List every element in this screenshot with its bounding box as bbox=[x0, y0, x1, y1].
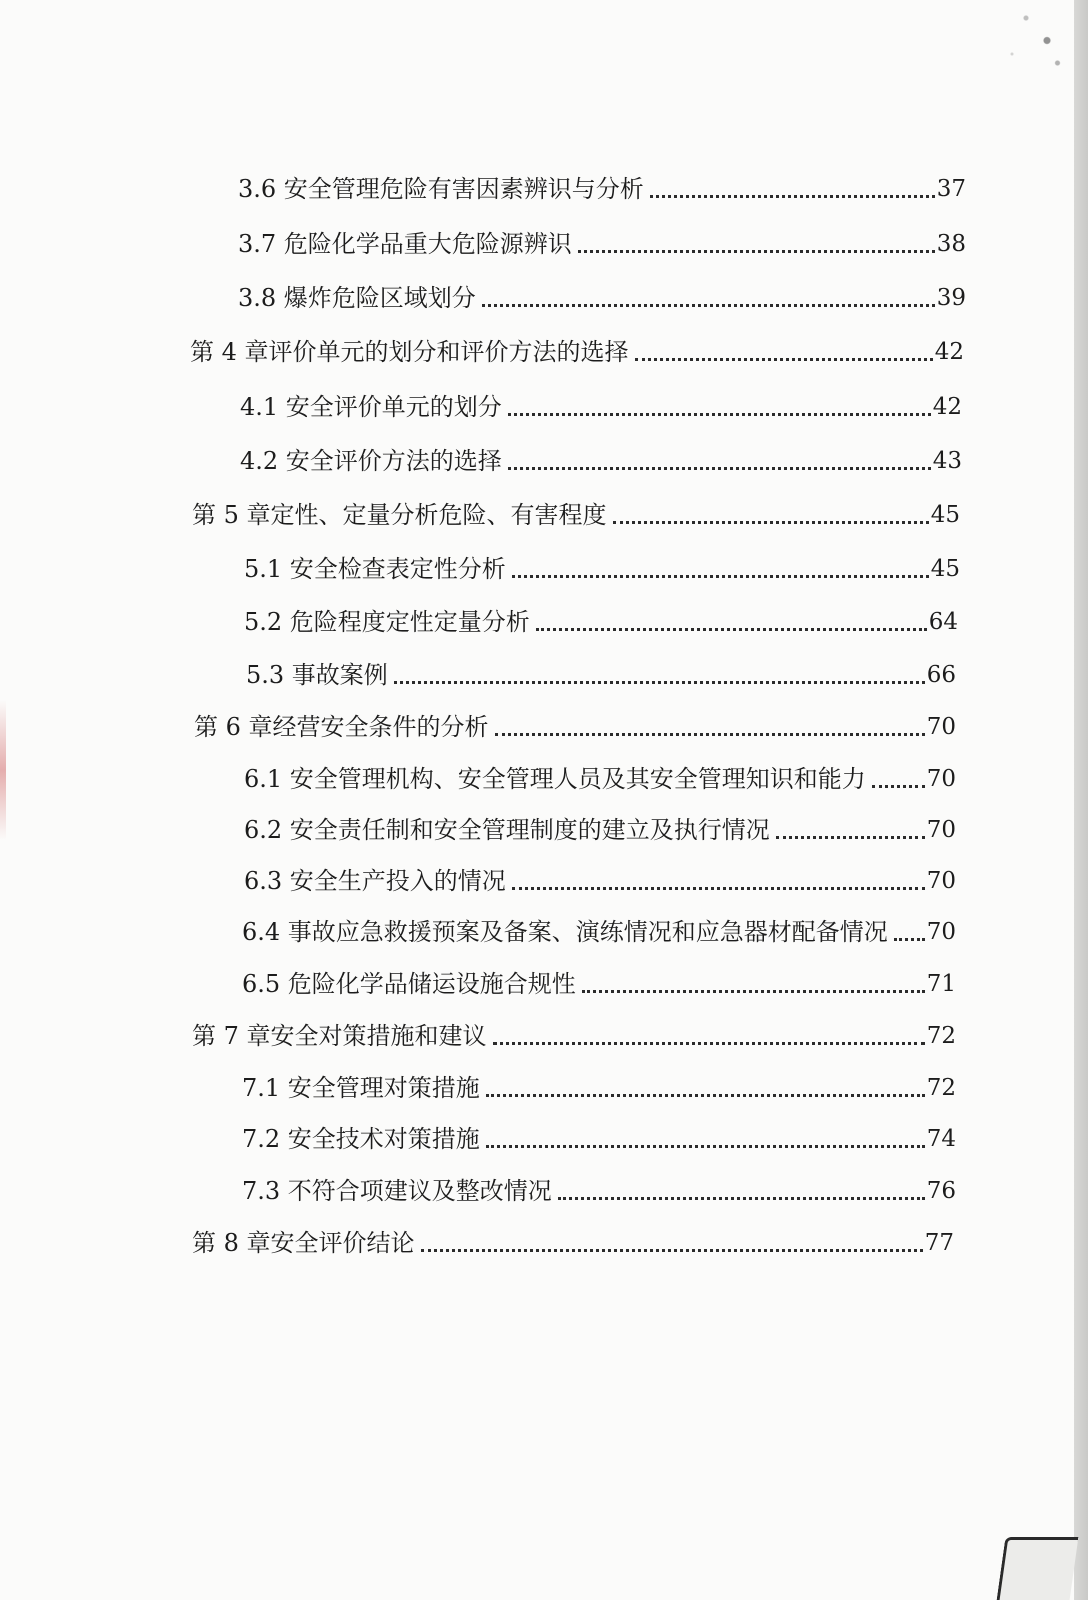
toc-entry-title: 6.4 事故应急救援预案及备案、演练情况和应急器材配备情况 bbox=[242, 918, 888, 946]
toc-entry-title: 5.2 危险程度定性定量分析 bbox=[244, 608, 530, 636]
toc-entry-page: 39 bbox=[936, 285, 966, 311]
toc-entry-title: 7.3 不符合项建议及整改情况 bbox=[242, 1177, 552, 1205]
toc-entry-title: 3.6 安全管理危险有害因素辨识与分析 bbox=[238, 175, 644, 203]
toc-entry-4-1 bbox=[240, 390, 962, 424]
toc-entry-5-2 bbox=[244, 605, 958, 639]
toc-leader-dots bbox=[482, 304, 935, 307]
toc-chapter-4 bbox=[190, 335, 964, 369]
toc-entry-page: 42 bbox=[932, 394, 962, 420]
toc-entry-page: 71 bbox=[926, 971, 956, 997]
toc-entry-title: 3.8 爆炸危险区域划分 bbox=[238, 284, 476, 312]
toc-entry-page: 38 bbox=[936, 231, 966, 257]
toc-entry-page: 77 bbox=[924, 1230, 954, 1256]
toc-entry-title: 5.3 事故案例 bbox=[246, 661, 388, 689]
toc-entry-page: 64 bbox=[928, 609, 958, 635]
toc-leader-dots bbox=[495, 733, 925, 736]
toc-entry-title: 6.1 安全管理机构、安全管理人员及其安全管理知识和能力 bbox=[244, 765, 866, 793]
toc-chapter-6 bbox=[194, 710, 956, 744]
toc-entry-6-5 bbox=[242, 967, 956, 1001]
toc-entry-title: 7.1 安全管理对策措施 bbox=[242, 1074, 480, 1102]
toc-entry-page: 70 bbox=[926, 766, 956, 792]
toc-entry-page: 70 bbox=[926, 919, 956, 945]
toc-entry-page: 45 bbox=[930, 556, 960, 582]
toc-chapter-8 bbox=[192, 1226, 954, 1260]
toc-entry-title: 6.3 安全生产投入的情况 bbox=[244, 867, 506, 895]
toc-entry-7-1 bbox=[242, 1071, 956, 1105]
toc-entry-title: 第 8 章安全评价结论 bbox=[192, 1229, 415, 1257]
toc-leader-dots bbox=[582, 990, 925, 993]
toc-leader-dots bbox=[394, 681, 925, 684]
toc-entry-title: 第 7 章安全对策措施和建议 bbox=[192, 1022, 487, 1050]
toc-leader-dots bbox=[872, 785, 925, 788]
page-corner-fold bbox=[997, 1537, 1079, 1600]
toc-entry-page: 70 bbox=[926, 868, 956, 894]
toc-entry-6-4 bbox=[242, 915, 956, 949]
toc-entry-page: 74 bbox=[926, 1126, 956, 1152]
toc-entry-title: 3.7 危险化学品重大危险源辨识 bbox=[238, 230, 572, 258]
toc-leader-dots bbox=[512, 575, 929, 578]
toc-leader-dots bbox=[613, 521, 929, 524]
toc-entry-title: 4.1 安全评价单元的划分 bbox=[240, 393, 502, 421]
toc-entry-6-1 bbox=[244, 762, 956, 796]
toc-leader-dots bbox=[512, 887, 925, 890]
toc-entry-7-2 bbox=[242, 1122, 956, 1156]
toc-entry-page: 43 bbox=[932, 448, 962, 474]
toc-entry-5-3 bbox=[246, 658, 956, 692]
toc-entry-7-3 bbox=[242, 1174, 956, 1208]
toc-chapter-7 bbox=[192, 1019, 956, 1053]
toc-entry-6-3 bbox=[244, 864, 956, 898]
toc-entry-5-1 bbox=[244, 552, 960, 586]
toc-leader-dots bbox=[776, 836, 925, 839]
toc-entry-page: 37 bbox=[936, 176, 966, 202]
toc-chapter-5 bbox=[192, 498, 960, 532]
toc-entry-page: 72 bbox=[926, 1023, 956, 1049]
toc-leader-dots bbox=[650, 195, 935, 198]
toc-leader-dots bbox=[421, 1249, 923, 1252]
toc-entry-title: 第 5 章定性、定量分析危险、有害程度 bbox=[192, 501, 607, 529]
toc-entry-3-7 bbox=[238, 227, 966, 261]
toc-entry-title: 7.2 安全技术对策措施 bbox=[242, 1125, 480, 1153]
toc-entry-3-6 bbox=[238, 172, 966, 206]
page-edge-shadow bbox=[1074, 0, 1088, 1600]
toc-entry-page: 70 bbox=[926, 817, 956, 843]
toc-entry-page: 45 bbox=[930, 502, 960, 528]
toc-leader-dots bbox=[578, 250, 935, 253]
toc-entry-6-2 bbox=[244, 813, 956, 847]
toc-entry-page: 70 bbox=[926, 714, 956, 740]
toc-leader-dots bbox=[508, 467, 931, 470]
toc-leader-dots bbox=[486, 1094, 925, 1097]
toc-leader-dots bbox=[635, 358, 933, 361]
toc-entry-3-8 bbox=[238, 281, 966, 315]
toc-entry-title: 4.2 安全评价方法的选择 bbox=[240, 447, 502, 475]
toc-leader-dots bbox=[536, 628, 927, 631]
toc-leader-dots bbox=[558, 1197, 925, 1200]
toc-entry-title: 第 6 章经营安全条件的分析 bbox=[194, 713, 489, 741]
toc-entry-page: 66 bbox=[926, 662, 956, 688]
toc-leader-dots bbox=[486, 1145, 925, 1148]
toc-entry-title: 6.5 危险化学品储运设施合规性 bbox=[242, 970, 576, 998]
toc-leader-dots bbox=[493, 1042, 925, 1045]
toc-entry-page: 42 bbox=[934, 339, 964, 365]
toc-leader-dots bbox=[894, 938, 925, 941]
toc-entry-title: 5.1 安全检查表定性分析 bbox=[244, 555, 506, 583]
toc-entry-4-2 bbox=[240, 444, 962, 478]
toc-entry-title: 6.2 安全责任制和安全管理制度的建立及执行情况 bbox=[244, 816, 770, 844]
toc-entry-title: 第 4 章评价单元的划分和评价方法的选择 bbox=[190, 338, 629, 366]
toc-leader-dots bbox=[508, 413, 931, 416]
toc-entry-page: 76 bbox=[926, 1178, 956, 1204]
toc-entry-page: 72 bbox=[926, 1075, 956, 1101]
